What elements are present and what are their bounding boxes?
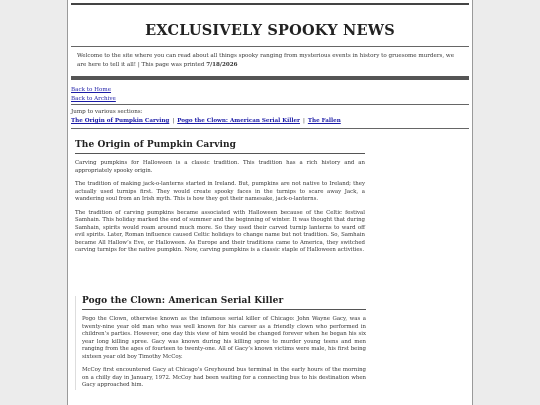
article-title: The Origin of Pumpkin Carving [75,140,365,154]
welcome-text [77,52,463,69]
article-body [76,296,366,390]
back-to-home-link[interactable]: Back to Home [71,87,112,93]
jump-label: Jump to various sections: [71,109,143,115]
article-paragraph: The tradition of carving pumpkins became associated with Halloween because of the Celtic festival Samhain. This holiday marked the end of summer and the beginning of winter. It was thought that during Samhain, spirits would roam around much more. So they used their carved turnip lanterns to ward off evil spirits. Later, Roman influence caused Celtic holidays to change name but not tradition. So, Samhain became All Hallow’s Eve, or Halloween. As Europe and their traditions came to America, they switched carving turnips for the native pumpkin. Now, carving pumpkins is a classic staple of Halloween activities. [75,209,365,253]
printed-date: 7/18/2026 [206,61,238,68]
article-paragraph: The tradition of making jack-o-lanterns started in Ireland. But, pumpkins are not native to Ireland; they actually used turnips first. They would create spooky faces in the turnips to scare away Jack, a wandering soul from an Irish myth. This is how they got their namesake, jack-o-lanterns. [75,181,365,202]
page [67,0,473,405]
article-title: Pogo the Clown: American Serial Killer [82,296,366,310]
title-divider [71,46,469,47]
article-pogo [75,296,366,390]
article-pumpkin [75,140,365,255]
jump-divider [71,128,469,129]
printed-label: | This page was printed [137,61,205,68]
header-bar [71,76,469,80]
article-paragraph: Pogo the Clown, otherwise known as the infamous serial killer of Chicago: John Wayne Gacy, was a twenty-nine year old man who was well known for his career as a friendly clown who performed in children’s parties. However, one day this view of him would be changed forever when he began his six year long killing spree. Gacy was known during his killing spree to murder young teens and men ranging from the ages of fourteen to twenty-one. All of Gacy’s known victims were male, his first being sixteen year old boy Timothy McCoy. [82,316,366,360]
jump-link-pumpkin[interactable]: The Origin of Pumpkin Carving [71,118,170,124]
jump-link-pogo[interactable]: Pogo the Clown: American Serial Killer [177,118,300,124]
welcome-message: Welcome to the site where you can read about all things spooky ranging from mysterious events in history to gruesome murders, we are here to tell it all! [77,53,455,68]
back-to-archive-link[interactable]: Back to Archive [71,96,116,102]
article-paragraph: McCoy first encountered Gacy at Chicago’s Greyhound bus terminal in the early hours of the morning on a chilly day in January, 1972. McCoy had been waiting for a connecting bus to his destination when Gacy approached him. [82,367,366,388]
site-title: EXCLUSIVELY SPOOKY NEWS [145,22,395,39]
nav-links [71,86,116,104]
jump-link-fallen[interactable]: The Fallen [307,118,341,124]
top-rule [71,3,469,5]
jump-links [71,117,341,126]
jump-separator: | [172,118,175,124]
nav-divider [71,104,469,105]
jump-section [71,108,341,126]
article-paragraph: Carving pumpkins for Halloween is a classic tradition. This tradition has a rich history and an appropriately spooky origin. [75,160,365,174]
jump-separator: | [302,118,305,124]
